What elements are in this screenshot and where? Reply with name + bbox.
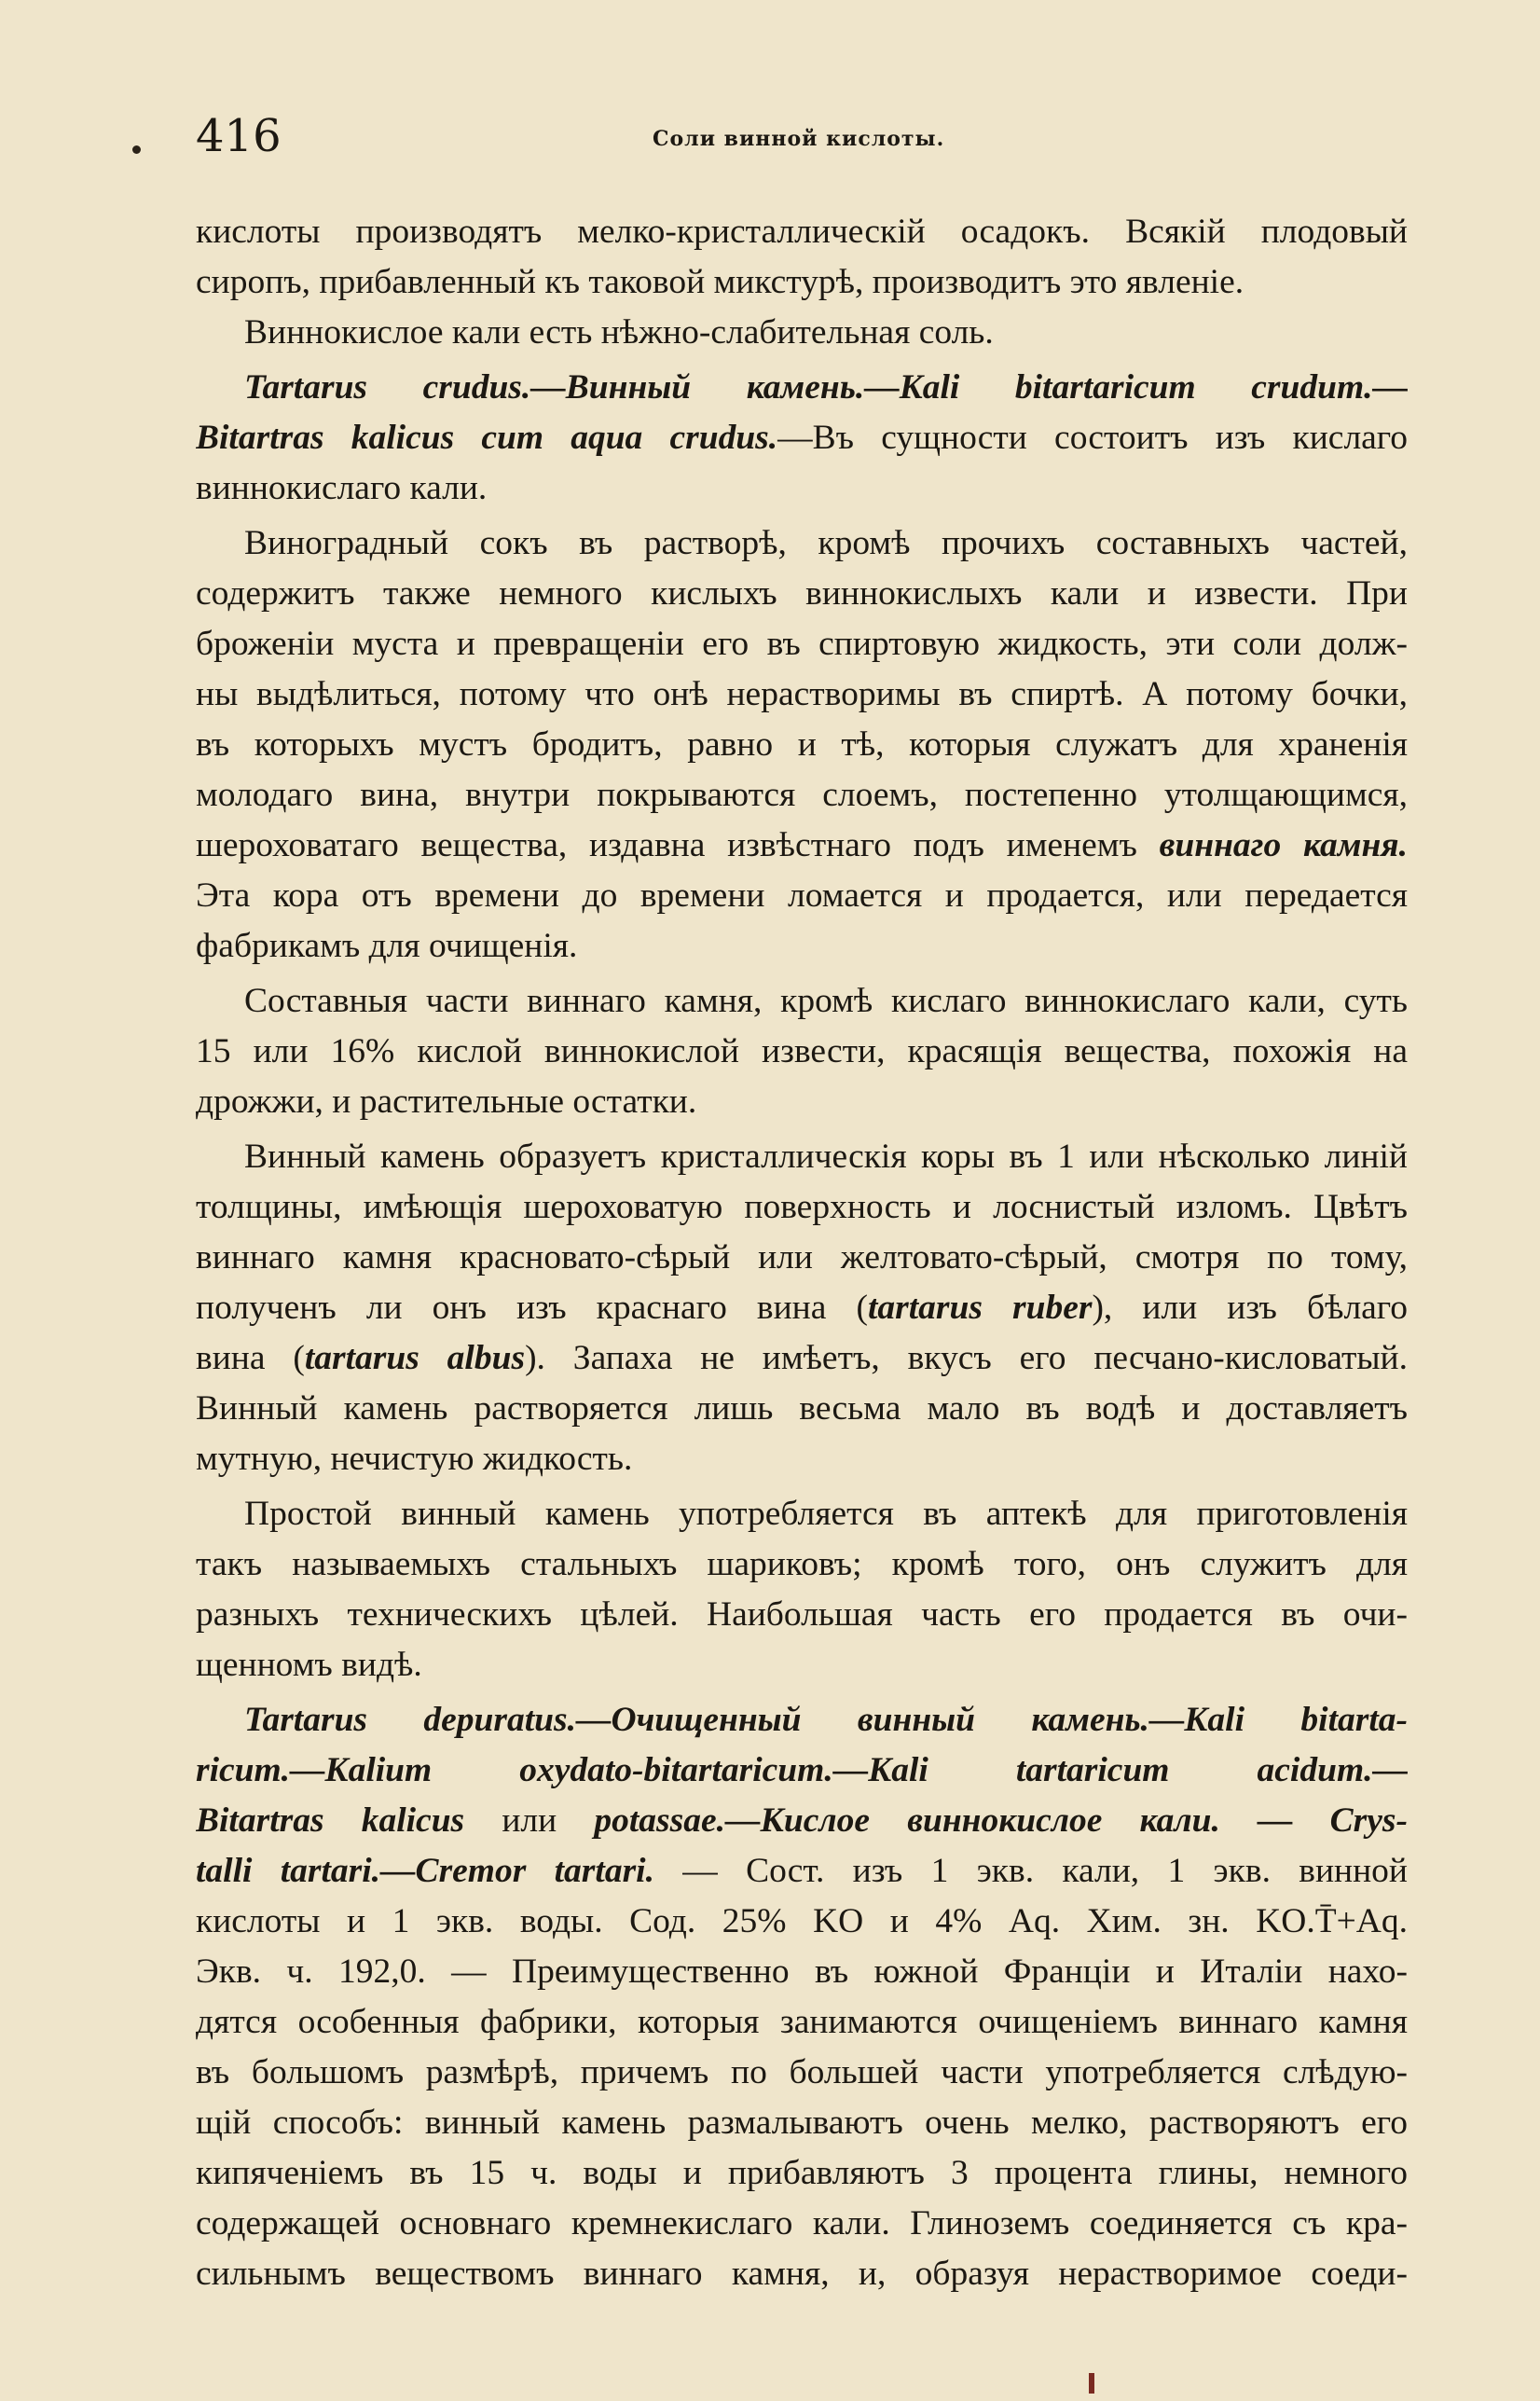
text-line: сиропъ, прибавленный къ таковой микстурѣ, производитъ это явленіе. (196, 263, 1244, 301)
body-text (196, 207, 1408, 2299)
text-line: Виноградный сокъ въ растворѣ, кромѣ прочихъ составныхъ частей, (244, 524, 1408, 562)
text-line (196, 1846, 1408, 1897)
text-line: сильнымъ веществомъ виннаго камня, и, образуя нерастворимое соеди- (196, 2255, 1408, 2293)
text-line: Простой винный камень употребляется въ аптекѣ для приготовленія (244, 1495, 1408, 1533)
text-line: въ большомъ размѣрѣ, причемъ по большей части употребляется слѣдую- (196, 2053, 1408, 2091)
text-segment: —Въ сущности состоитъ изъ кислаго (777, 419, 1408, 457)
text-line (196, 1796, 1408, 1846)
text-line: фабрикамъ для очищенія. (196, 927, 578, 965)
emphasized-term: виннаго камня. (1159, 826, 1408, 864)
page-header (196, 110, 1408, 175)
emphasized-term: tartarus ruber (867, 1289, 1093, 1327)
text-line: Винный камень растворяется лишь весьма мало въ водѣ и доставляетъ (196, 1389, 1408, 1428)
text-segment: ), или изъ бѣлаго (1092, 1289, 1408, 1327)
text-line: толщины, имѣющія шероховатую поверхность и лоснистый изломъ. Цвѣтъ (196, 1188, 1408, 1226)
text-line: виннаго камня красновато-сѣрый или желтовато-сѣрый, смотря по тому, (196, 1238, 1408, 1276)
text-line: Tartarus crudus.—Винный камень.—Kali bitartaricum crudum.— (244, 368, 1408, 407)
text-line: Виннокислое кали есть нѣжно-слабительная соль. (244, 313, 994, 352)
text-line: содержащей основнаго кремнекислаго кали. Глиноземъ соединяется съ кра- (196, 2204, 1408, 2242)
text-segment: — Сост. изъ 1 экв. кали, 1 экв. винной (653, 1852, 1408, 1890)
text-line: въ которыхъ мустъ бродитъ, равно и тѣ, которыя служатъ для храненія (196, 725, 1408, 764)
ink-spot (132, 145, 141, 154)
text-line (196, 1283, 1408, 1333)
text-line: ны выдѣлиться, потому что онѣ нерастворимы въ спиртѣ. А потому бочки, (196, 675, 1408, 713)
text-line: дрожжи, и растительные остатки. (196, 1083, 697, 1121)
page-number: 416 (196, 110, 282, 162)
text-segment: шероховатаго вещества, издавна извѣстнаго подъ именемъ (196, 826, 1160, 864)
text-line: кипяченіемъ въ 15 ч. воды и прибавляютъ 3 процента глины, немного (196, 2154, 1408, 2192)
text-line: молодаго вина, внутри покрываются слоемъ, постепенно утолщающимся, (196, 776, 1408, 814)
text-line: такъ называемыхъ стальныхъ шариковъ; кромѣ того, онъ служитъ для (196, 1545, 1408, 1583)
text-line: дятся особенныя фабрики, которыя занимаются очищеніемъ виннаго камня (196, 2003, 1408, 2041)
text-line: содержитъ также немного кислыхъ виннокислыхъ кали и извести. При (196, 574, 1408, 613)
emphasized-term: tartarus albus (304, 1339, 526, 1377)
text-line: 15 или 16% кислой виннокислой извести, красящія вещества, похожія на (196, 1032, 1408, 1070)
text-line: Составныя части виннаго камня, кромѣ кислаго виннокислаго кали, суть (244, 982, 1408, 1020)
text-segment: вина ( (196, 1339, 305, 1377)
text-line: щенномъ видѣ. (196, 1646, 422, 1684)
text-line: щій способъ: винный камень размалываютъ очень мелко, растворяютъ его (196, 2104, 1408, 2142)
text-line: Винный камень образуетъ кристаллическія коры въ 1 или нѣсколько линій (244, 1138, 1408, 1176)
margin-mark (1089, 2373, 1094, 2394)
text-line: Эта кора отъ времени до времени ломается и продается, или передается (196, 876, 1408, 915)
text-segment: полученъ ли онъ изъ краснаго вина ( (196, 1289, 868, 1327)
text-line: мутную, нечистую жидкость. (196, 1440, 633, 1478)
running-head: Соли винной кислоты. (653, 127, 945, 151)
text-segment: или (502, 1801, 595, 1840)
text-line (196, 821, 1408, 871)
text-line: кислоты производятъ мелко-кристаллическій осадокъ. Всякій плодовый (196, 213, 1408, 251)
text-line: кислоты и 1 экв. воды. Сод. 25% KO и 4% Aq. Хим. зн. KO.T̄+Aq. (196, 1902, 1408, 1940)
text-segment: ). Запаха не имѣетъ, вкусъ его песчано-кисловатый. (525, 1339, 1408, 1377)
text-line: ricum.—Kalium oxydato-bitartaricum.—Kali tartaricum acidum.— (196, 1751, 1408, 1789)
emphasized-term: talli tartari.—Cremor tartari. (196, 1852, 654, 1890)
emphasized-term: Bitartras kalicus cum aqua crudus. (196, 419, 778, 457)
text-line: Экв. ч. 192,0. — Преимущественно въ южной Франціи и Италіи нахо- (196, 1953, 1408, 1991)
text-line: броженіи муста и превращеніи его въ спиртовую жидкость, эти соли долж- (196, 625, 1408, 663)
text-line (196, 413, 1408, 463)
text-line (196, 1333, 1408, 1384)
text-line: Tartarus depuratus.—Очищенный винный камень.—Kali bitarta- (244, 1701, 1408, 1739)
text-line: разныхъ техническихъ цѣлей. Наибольшая часть его продается въ очи- (196, 1595, 1408, 1634)
text-line: виннокислаго кали. (196, 469, 488, 507)
emphasized-term: Bitartras kalicus (196, 1801, 502, 1840)
emphasized-term: potassae.—Кислое виннокислое кали. — Crys- (594, 1801, 1408, 1840)
